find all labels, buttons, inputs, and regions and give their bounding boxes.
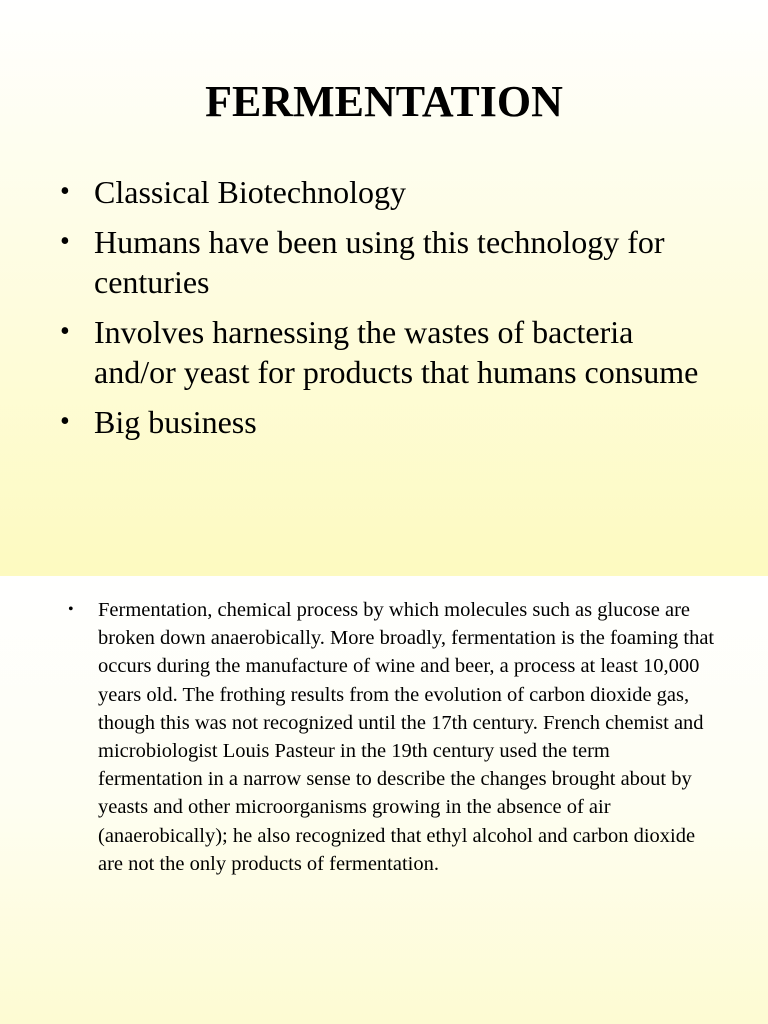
bullet-dot-icon: • <box>60 316 70 347</box>
slide-title: FERMENTATION <box>205 77 563 126</box>
bullet-item <box>60 172 700 212</box>
bullet-text: Involves harnessing the wastes of bacteria and/or yeast for products that humans consume <box>94 314 699 390</box>
bullet-text: Humans have been using this technology for centuries <box>94 224 665 300</box>
notes-item <box>68 596 718 878</box>
bullet-dot-icon: • <box>68 601 74 618</box>
bullet-dot-icon: • <box>60 226 70 257</box>
bullet-item <box>60 402 700 442</box>
notes-text: Fermentation, chemical process by which molecules such as glucose are broken down anaerobically. More broadly, fermentation is the foaming that occurs during the manufacture of wine and beer, a process at least 10,000 years old. The frothing results from the evolution of carbon dioxide gas, though this was not recognized until the 17th century. French chemist and microbiologist Louis Pasteur in the 19th century used the term fermentation in a narrow sense to describe the changes brought about by yeasts and other microorganisms growing in the absence of air (anaerobically); he also recognized that ethyl alcohol and carbon dioxide are not the only products of fermentation. <box>98 599 715 875</box>
bullet-dot-icon: • <box>60 406 70 437</box>
bullet-text: Big business <box>94 404 257 440</box>
bullet-item <box>60 222 700 302</box>
bullet-item <box>60 312 700 392</box>
bullet-dot-icon: • <box>60 176 70 207</box>
slide-bullet-list <box>60 172 700 452</box>
bullet-text: Classical Biotechnology <box>94 174 406 210</box>
notes-list <box>68 596 718 878</box>
speaker-notes-panel <box>0 576 768 1024</box>
